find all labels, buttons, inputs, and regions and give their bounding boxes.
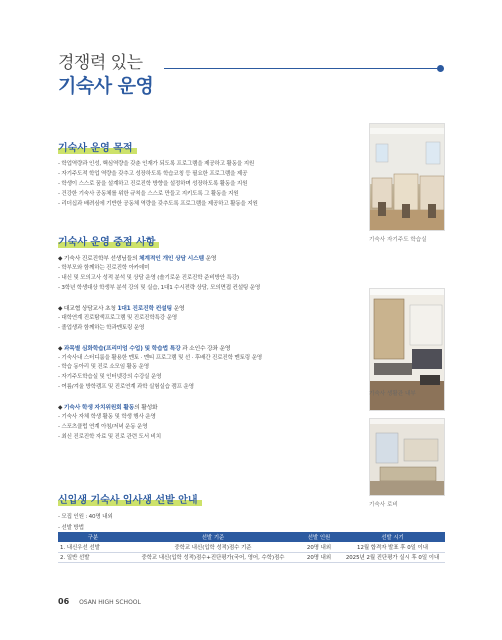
table-header: 선발 시기 — [340, 532, 445, 542]
table-cell: 2025년 2월 진단평가 실시 후 0일 이내 — [340, 552, 445, 562]
table-cell: 중학교 내신(입학 성적)점수+진단평가(국어, 영어, 수학)점수 — [128, 552, 298, 562]
lobby-illustration — [370, 419, 445, 496]
lead-highlight: 과목별 심화학습(프리미엄 수업) 및 학습법 특강 — [63, 345, 181, 352]
purpose-line: - 학업역량과 인성, 핵심역량을 갖춘 인재가 되도록 프로그램을 제공하고 활동을 지원 — [58, 161, 255, 167]
purpose-line: - 자기주도적 학업 역량을 갖추고 성장하도록 학습코칭 등 필요한 프로그램을 제공 — [58, 170, 248, 177]
table-cell: 20명 내외 — [298, 542, 340, 552]
table-row — [58, 542, 445, 552]
lead-text: 과 소인수 강좌 운영 — [180, 345, 231, 352]
school-name: OSAN HIGH SCHOOL — [79, 599, 141, 606]
focus-lead — [58, 304, 262, 314]
lead-highlight: 기숙사 학생 자치위원회 활동 — [63, 405, 135, 412]
section-focus — [58, 230, 262, 443]
focus-line: - 여름/겨울 방학캠프 및 진로연계 과학 실험실습 캠프 운영 — [58, 384, 194, 391]
photo-caption: 기숙사 자기주도 학습실 — [369, 237, 427, 243]
photo-study-room — [369, 123, 445, 231]
title-line-1: 경쟁력 있는 — [58, 53, 143, 73]
section-purpose — [58, 136, 258, 210]
purpose-line: - 건강한 기숙사 공동체를 위한 규칙을 스스로 만들고 지키도록 그 활동을 지원 — [58, 190, 239, 197]
lead-highlight: 체계적인 개인 상담 시스템 — [139, 256, 204, 262]
focus-line: - 졸업생과 함께하는 학과멘토링 운영 — [58, 324, 145, 331]
admission-line: - 모집 인원 : 40명 내외 — [58, 514, 113, 520]
page-number: 06 — [58, 597, 70, 606]
section-heading: 기숙사 운영 중점 사항 — [58, 233, 159, 249]
title-rule — [164, 68, 440, 69]
focus-line: - 최신 진로진학 자료 및 진로 관련 도서 비치 — [58, 433, 161, 440]
table-cell: 중학교 내신(입학 성적)점수 기준 — [128, 542, 298, 552]
purpose-line: - 리더십과 배려심에 기반한 공동체 역량을 갖추도록 프로그램을 제공하고 활동을 지원 — [58, 200, 258, 207]
table-cell: 2. 일반 선발 — [58, 552, 128, 562]
lead-text: 의 활성화 — [134, 405, 158, 412]
focus-line: - 학습 동아리 및 진로 소모임 활동 운영 — [58, 364, 149, 371]
table-header: 선발 인원 — [298, 532, 340, 542]
table-cell: 20명 내외 — [298, 552, 340, 562]
focus-lead — [58, 254, 262, 264]
admission-line: - 선발 방법 — [58, 524, 84, 531]
lead-text: 운영 — [203, 256, 217, 262]
study-room-illustration — [370, 124, 445, 231]
page-title — [58, 52, 153, 98]
page-footer — [58, 597, 141, 606]
photo-caption: 기숙사 생활관 내부 — [369, 391, 416, 397]
admission-table — [58, 532, 445, 563]
table-header-row — [58, 532, 445, 542]
table-row — [58, 552, 445, 562]
table-header: 구분 — [58, 532, 128, 542]
lead-highlight: 1대1 진로진학 컨설팅 — [117, 305, 172, 312]
focus-line: - 자기주도학습실 및 인터넷강의 수강실 운영 — [58, 374, 162, 381]
section-heading: 신입생 기숙사 입사생 선발 안내 — [58, 491, 202, 507]
lead-text: ◆ — [58, 345, 64, 352]
section-admission — [58, 488, 202, 534]
focus-line: - 기숙사 자체 학생 활동 및 학생 행사 운영 — [58, 414, 156, 421]
table-header: 선발 기준 — [128, 532, 298, 542]
focus-line: - 대학연계 진로탐색프로그램 및 진로진학특강 운영 — [58, 314, 177, 321]
focus-line: - 스포츠클럽 연계 아침/저녁 운동 운영 — [58, 424, 148, 431]
lead-text: ◆ 대교협 상담교사 초청 — [58, 305, 118, 312]
lead-text: ◆ — [58, 405, 64, 412]
section-heading: 기숙사 운영 목적 — [58, 139, 137, 155]
purpose-line: - 학생이 스스로 꿈을 설계하고 진로진학 방향을 설정하며 성장하도록 활동을 지원 — [58, 180, 248, 187]
focus-line: - 내신 및 모의고사 성적 분석 및 상담 운영 (솔기로운 진로진학 준비방안 특강) — [58, 274, 239, 281]
lead-text: 운영 — [171, 305, 185, 312]
title-line-2: 기숙사 운영 — [58, 75, 154, 97]
focus-lead — [58, 403, 262, 413]
focus-lead — [58, 344, 262, 354]
lead-text: ◆ 기숙사 진로진학부 선생님들의 — [58, 256, 140, 262]
table-cell: 1. 내신우선 선발 — [58, 542, 128, 552]
photo-lobby — [369, 418, 445, 496]
focus-line: - 기숙사내 스터디룸을 활용한 멘토 · 멘티 프로그램 및 선 · 후배간 진로진학 멘토링 운영 — [58, 354, 262, 361]
table-cell: 12월 합격자 발표 후 0일 이내 — [340, 542, 445, 552]
focus-line: - 3학년 학생대상 학생부 분석 강의 및 실습, 1대1 수시전략 상담, 모의면접 컨설팅 운영 — [58, 284, 261, 291]
title-dot — [437, 65, 444, 72]
focus-line: - 학부모와 함께하는 진로진학 아카데미 — [58, 265, 150, 271]
photo-caption: 기숙사 로비 — [369, 502, 398, 508]
